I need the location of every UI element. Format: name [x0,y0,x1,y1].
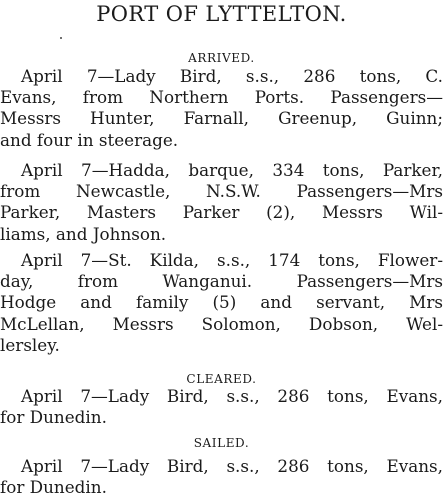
entry-line: for Dunedin. [0,407,107,428]
entry-line: April 7—Lady Bird, s.s., 286 tons, C. [21,66,443,86]
section-heading-sailed: SAILED. [193,436,250,450]
arrival-entry-st-kilda [0,250,443,356]
entry-line: and four in steerage. [0,129,179,150]
entry-line: day, from Wanganui. Passengers—Mrs [0,271,443,292]
section-heading-cleared: CLEARED. [186,372,257,386]
arrival-entry-lady-bird [0,66,443,151]
arrival-entry-hadda [0,160,443,245]
entry-line: for Dunedin. [0,477,107,498]
entry-line: Evans, from Northern Ports. Passengers— [0,87,443,108]
entry-line: Messrs Hunter, Farnall, Greenup, Guinn; [0,108,443,129]
entry-line: April 7—Lady Bird, s.s., 286 tons, Evans, [21,386,443,406]
sailed-entry-lady-bird [0,456,443,498]
entry-line: April 7—Hadda, barque, 334 tons, Parker, [21,160,443,180]
cleared-entry-lady-bird [0,386,443,428]
entry-line: April 7—St. Kilda, s.s., 174 tons, Flower- [21,250,443,270]
entry-line: lersley. [0,334,60,355]
entry-line: Hodge and family (5) and servant, Mrs [0,292,443,313]
column-title: PORT OF LYTTELTON. [96,2,347,26]
print-speck [60,37,62,39]
section-heading-arrived: ARRIVED. [188,51,255,65]
entry-line: McLellan, Messrs Solomon, Dobson, Wel- [0,313,443,334]
entry-line: April 7—Lady Bird, s.s., 286 tons, Evans, [21,456,443,476]
entry-line: from Newcastle, N.S.W. Passengers—Mrs [0,181,443,202]
entry-line: Parker, Masters Parker (2), Messrs Wil- [0,202,443,223]
entry-line: liams, and Johnson. [0,223,167,244]
